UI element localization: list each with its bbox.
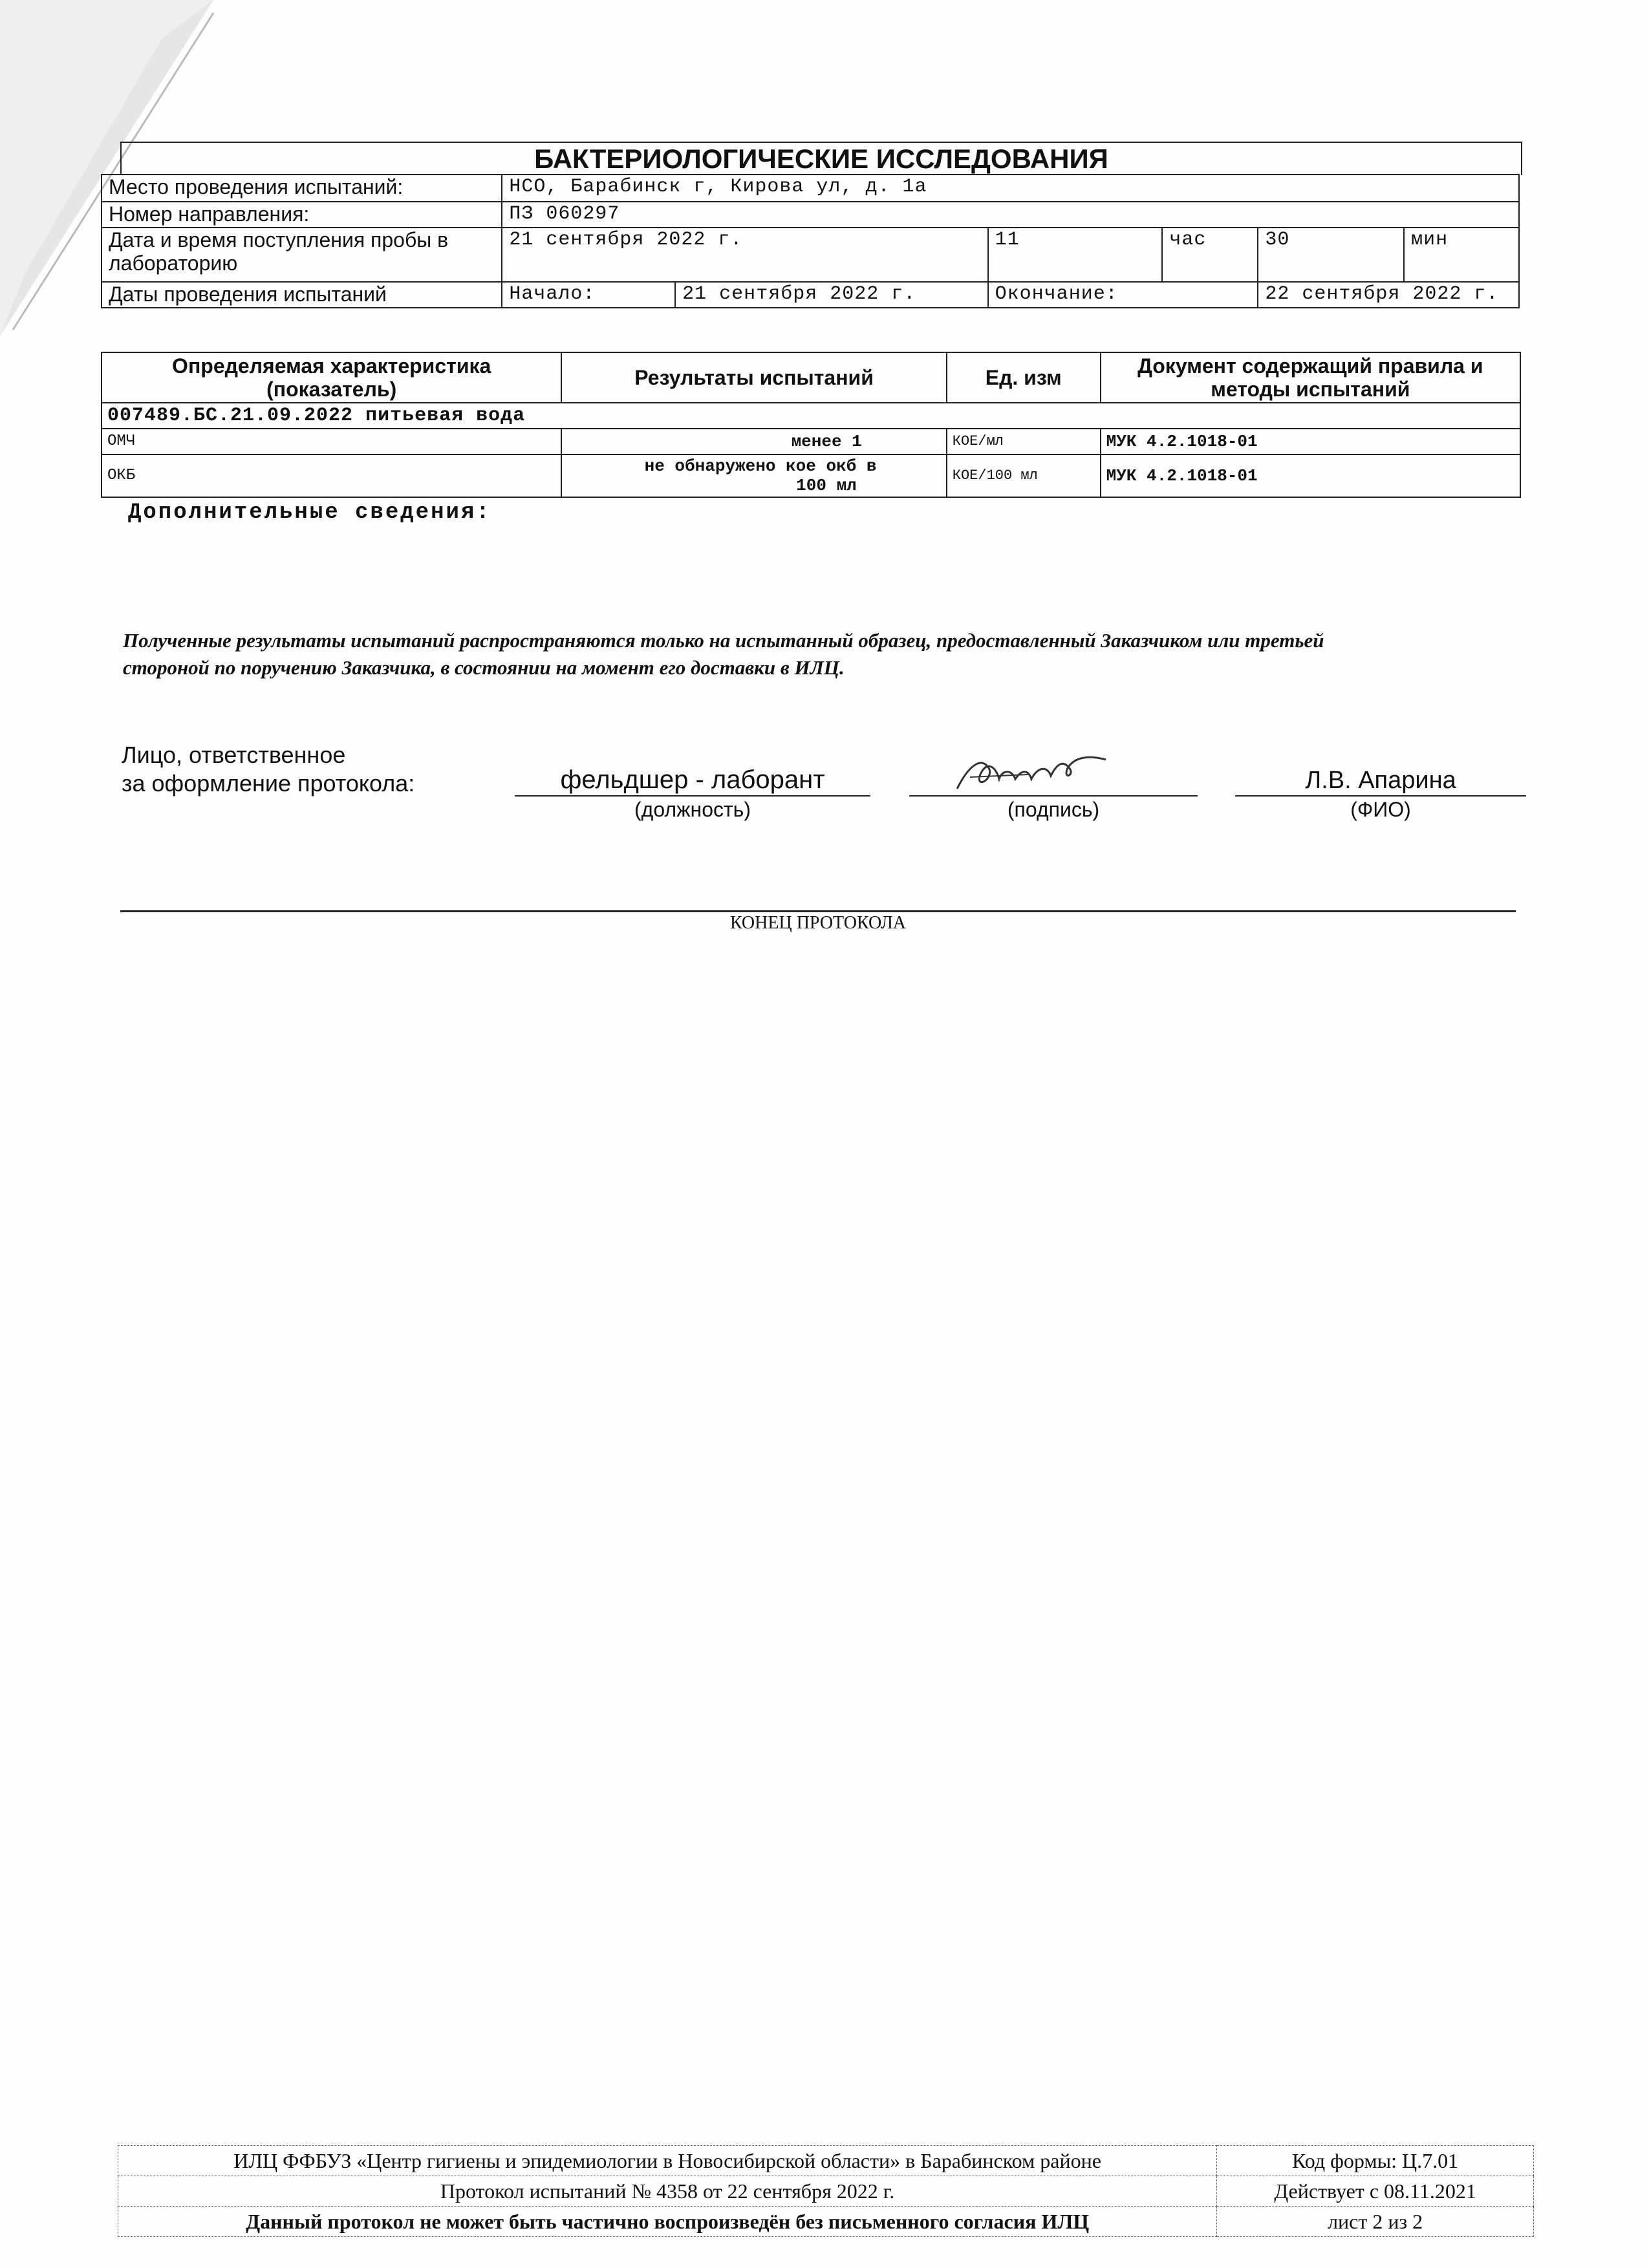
row-unit: КОЕ/мл [947, 429, 1101, 455]
sample-row [102, 403, 1520, 429]
footer-form-code: Код формы: Ц.7.01 [1217, 2146, 1534, 2176]
end-rule [120, 910, 1516, 912]
footer-table [118, 2145, 1534, 2237]
place-value: НСО, Барабинск г, Кирова ул, д. 1а [502, 175, 1519, 202]
end-label: Окончание: [988, 282, 1258, 308]
header-document-line-2: методы испытаний [1211, 378, 1410, 401]
responsible-label [122, 741, 415, 798]
footer-sheet: лист 2 из 2 [1217, 2207, 1534, 2237]
received-label-line-2: лабораторию [109, 251, 238, 275]
row-doc: МУК 4.2.1018-01 [1101, 429, 1520, 455]
received-label [102, 228, 502, 282]
hour-unit: час [1162, 228, 1258, 282]
disclaimer-line-2: стороной по поручению Заказчика, в состоянии на момент его доставки в ИЛЦ. [123, 656, 845, 679]
table-row [102, 429, 1520, 455]
header-result: Результаты испытаний [561, 352, 946, 403]
header-characteristic-line-2: (показатель) [266, 378, 397, 401]
disclaimer [123, 627, 1324, 681]
signature-caption: (подпись) [1007, 798, 1100, 821]
row-result-line-1: не обнаружено кое окб в [644, 456, 877, 476]
header-document-line-1: Документ содержащий правила и [1137, 354, 1483, 378]
name-caption: (ФИО) [1350, 798, 1411, 821]
results-table [101, 352, 1521, 498]
end-date: 22 сентября 2022 г. [1258, 282, 1519, 308]
footer-protocol: Протокол испытаний № 4358 от 22 сентября 2022 г. [118, 2176, 1217, 2207]
start-label: Начало: [502, 282, 675, 308]
min-unit: мин [1404, 228, 1519, 282]
info-table [101, 174, 1520, 308]
received-date: 21 сентября 2022 г. [502, 228, 987, 282]
signature [951, 750, 1119, 802]
position-value: фельдшер - лаборант [560, 765, 825, 794]
name-value: Л.В. Апарина [1305, 767, 1456, 794]
position-caption: (должность) [634, 798, 751, 821]
row-doc: МУК 4.2.1018-01 [1101, 455, 1520, 497]
name-line [1235, 795, 1526, 797]
position-line [515, 795, 870, 797]
dates-label: Даты проведения испытаний [102, 282, 502, 308]
row-result [561, 455, 946, 497]
row-result-line-2: 100 мл [796, 476, 857, 495]
sample-id: 007489.БС.21.09.2022 питьевая вода [102, 403, 1520, 429]
received-min: 30 [1258, 228, 1404, 282]
footer-org: ИЛЦ ФФБУЗ «Центр гигиены и эпидемиологии в Новосибирской области» в Барабинском районе [118, 2146, 1217, 2176]
row-unit: КОЕ/100 мл [947, 455, 1101, 497]
number-label: Номер направления: [102, 202, 502, 228]
signature-line [909, 795, 1198, 797]
end-of-protocol: КОНЕЦ ПРОТОКОЛА [729, 913, 907, 933]
section-title: БАКТЕРИОЛОГИЧЕСКИЕ ИССЛЕДОВАНИЯ [534, 144, 1108, 174]
header-characteristic [102, 352, 561, 403]
header-document [1101, 352, 1520, 403]
header-unit: Ед. изм [947, 352, 1101, 403]
header-characteristic-line-1: Определяемая характеристика [172, 354, 491, 378]
table-row [102, 455, 1520, 497]
received-hour: 11 [988, 228, 1163, 282]
start-date: 21 сентября 2022 г. [675, 282, 988, 308]
section-title-box [120, 142, 1522, 175]
row-result: менее 1 [561, 429, 946, 455]
footer-notice: Данный протокол не может быть частично воспроизведён без письменного согласия ИЛЦ [118, 2207, 1217, 2237]
number-value: ПЗ 060297 [502, 202, 1519, 228]
place-label: Место проведения испытаний: [102, 175, 502, 202]
row-name: ОМЧ [102, 429, 561, 455]
row-name: ОКБ [102, 455, 561, 497]
responsible-label-line-2: за оформление протокола: [122, 770, 415, 797]
results-header-row [102, 352, 1520, 403]
received-label-line-1: Дата и время поступления пробы в [109, 228, 449, 251]
responsible-label-line-1: Лицо, ответственное [122, 742, 346, 768]
disclaimer-line-1: Полученные результаты испытаний распространяются только на испытанный образец, предоставленный Заказчиком или третьей [123, 629, 1324, 652]
footer-valid-from: Действует с 08.11.2021 [1217, 2176, 1534, 2207]
additional-label: Дополнительные сведения: [128, 500, 491, 525]
